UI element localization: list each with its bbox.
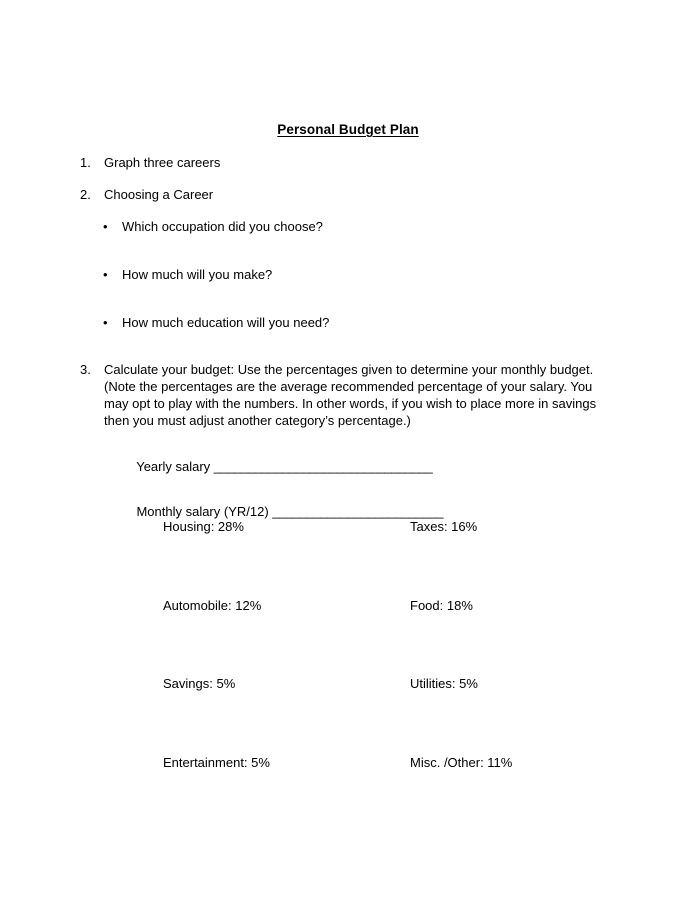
bullet-item-text: How much education will you need? [122,315,330,330]
monthly-salary-blank[interactable]: _________________________ [272,504,444,519]
bullet-icon: • [103,267,108,282]
yearly-salary-field[interactable] [122,441,432,492]
bullet-icon: • [103,219,108,234]
category-automobile: Automobile: 12% [163,598,262,613]
bullet-item-text: How much will you make? [122,267,273,282]
list-item-3 [80,361,600,429]
monthly-salary-label: Monthly salary (YR/12) [136,504,273,519]
category-savings: Savings: 5% [163,676,236,691]
list-item-2 [80,186,213,203]
list-marker: 2. [80,187,91,202]
list-item-text: Graph three careers [104,155,221,170]
list-marker: 3. [80,362,91,377]
list-item-text: Choosing a Career [104,187,214,202]
list-item-1 [80,154,220,171]
bullet-item-3 [103,314,329,331]
category-misc-other: Misc. /Other: 11% [410,755,513,770]
yearly-salary-blank[interactable]: ________________________________ [213,459,433,474]
page-title-text: Personal Budget Plan [277,122,419,137]
list-item-text: Calculate your budget: Use the percentages given to determine your monthly budget. (Note the percentages are the average recommended percentage of your salary. You may opt to play with the numbers. In other words, if you wish to place more in savings then you must adjust another category’s percentage.) [104,362,597,428]
bullet-item-2 [103,266,272,283]
category-food: Food: 18% [410,598,473,613]
category-taxes: Taxes: 16% [410,519,478,534]
page-title [0,122,696,137]
list-marker: 1. [80,155,91,170]
category-utilities: Utilities: 5% [410,676,478,691]
yearly-salary-label: Yearly salary [136,459,214,474]
bullet-icon: • [103,315,108,330]
category-entertainment: Entertainment: 5% [163,755,270,770]
bullet-item-1 [103,218,323,235]
bullet-item-text: Which occupation did you choose? [122,219,323,234]
category-housing: Housing: 28% [163,519,244,534]
